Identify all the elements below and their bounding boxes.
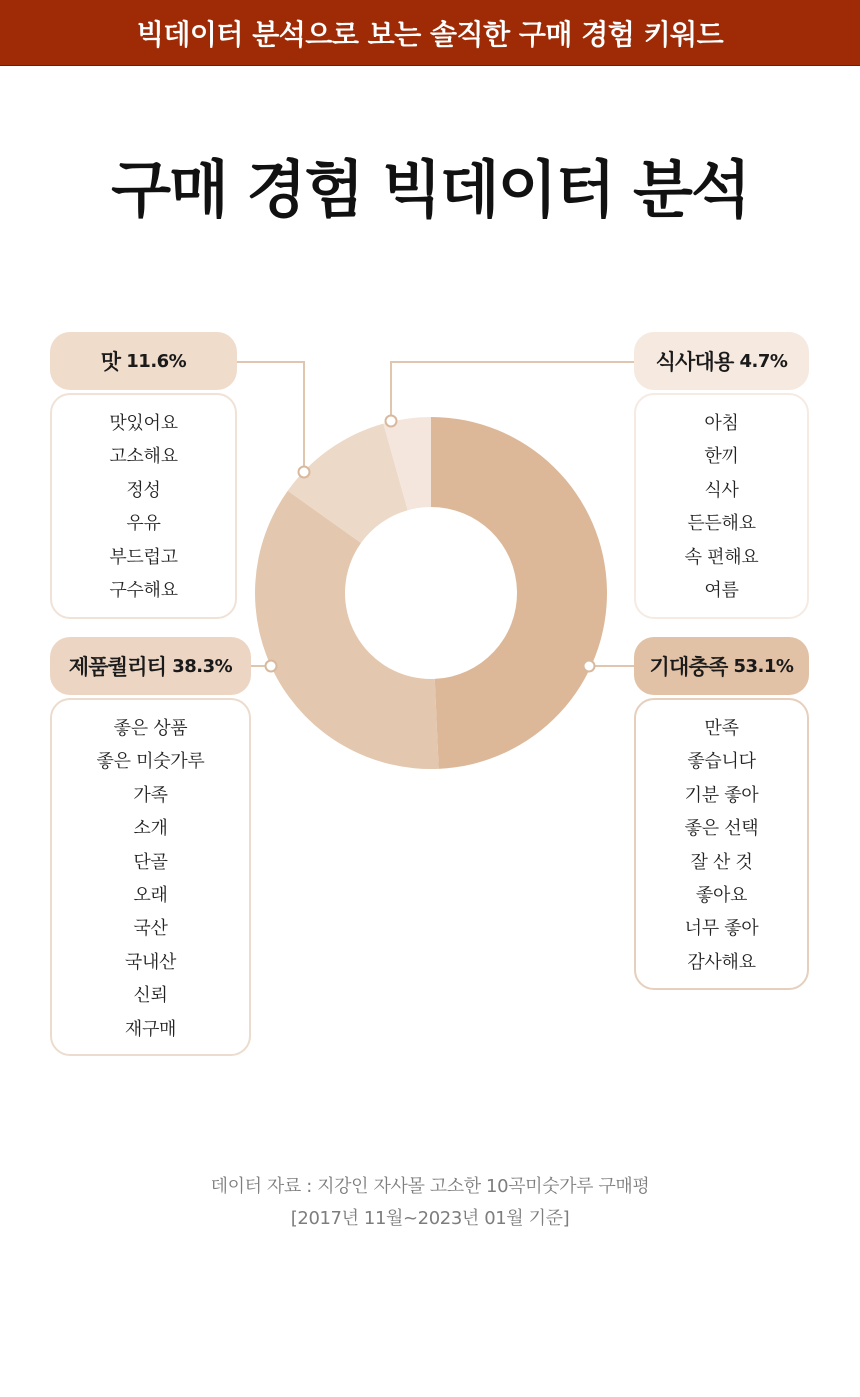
keyword-item: 좋은 선택 bbox=[684, 818, 759, 840]
keyword-item: 국산 bbox=[133, 918, 168, 940]
keyword-item: 소개 bbox=[133, 818, 168, 840]
keyword-item: 고소해요 bbox=[109, 446, 178, 468]
category-pct-quality: 38.3% bbox=[172, 655, 233, 677]
keyword-item: 속 편해요 bbox=[684, 546, 759, 568]
connector-expectation bbox=[584, 661, 635, 672]
keyword-item: 좋은 상품 bbox=[113, 718, 188, 739]
connector-meal-dot bbox=[386, 416, 397, 427]
keyword-item: 든든해요 bbox=[687, 513, 756, 535]
connector-taste-dot bbox=[299, 467, 310, 478]
slice-expectation bbox=[431, 417, 607, 769]
keyword-item: 국내산 bbox=[124, 951, 177, 973]
keyword-item: 단골 bbox=[133, 851, 168, 873]
keyword-box-meal bbox=[634, 393, 809, 619]
category-name-meal: 식사대용 bbox=[655, 350, 734, 374]
keyword-item: 맛있어요 bbox=[109, 413, 178, 434]
category-pill-quality bbox=[50, 637, 251, 695]
category-pill-expectation bbox=[634, 637, 809, 695]
keyword-item: 너무 좋아 bbox=[684, 918, 759, 940]
keyword-item: 구수해요 bbox=[109, 579, 178, 601]
connector-quality-dot bbox=[266, 661, 277, 672]
keyword-item: 잘 산 것 bbox=[690, 851, 753, 873]
keyword-item: 우유 bbox=[126, 513, 161, 535]
category-pill-taste bbox=[50, 332, 237, 390]
keyword-item: 감사해요 bbox=[687, 951, 756, 973]
keyword-item: 한끼 bbox=[704, 446, 739, 468]
keyword-item: 가족 bbox=[133, 784, 168, 806]
category-name-taste: 맛 bbox=[100, 350, 121, 374]
keyword-item: 좋습니다 bbox=[687, 751, 756, 773]
category-pct-expectation: 53.1% bbox=[733, 655, 794, 677]
keyword-item: 좋아요 bbox=[695, 884, 748, 906]
keyword-item: 신뢰 bbox=[133, 985, 168, 1007]
keyword-box-quality bbox=[50, 698, 251, 1056]
keyword-box-taste bbox=[50, 393, 237, 619]
category-name-expectation: 기대충족 bbox=[649, 655, 728, 679]
category-pct-taste: 11.6% bbox=[126, 350, 187, 372]
connector-expectation-dot bbox=[584, 661, 595, 672]
connector-quality bbox=[251, 661, 277, 672]
source-note: 데이터 자료 : 지강인 자사몰 고소한 10곡미숫가루 구매평 bbox=[210, 1176, 650, 1197]
keyword-item: 만족 bbox=[704, 718, 739, 739]
category-pill-meal bbox=[634, 332, 809, 390]
page-title: 구매 경험 빅데이터 분석 bbox=[111, 153, 749, 226]
connector-taste bbox=[237, 362, 310, 478]
keyword-item: 정성 bbox=[126, 479, 161, 501]
category-pct-meal: 4.7% bbox=[739, 350, 788, 372]
keyword-item: 식사 bbox=[704, 479, 739, 501]
keyword-item: 기분 좋아 bbox=[684, 784, 759, 806]
category-name-quality: 제품퀄리티 bbox=[68, 655, 167, 679]
banner-text: 빅데이터 분석으로 보는 솔직한 구매 경험 키워드 bbox=[136, 17, 724, 51]
source-period: [2017년 11월~2023년 01월 기준] bbox=[290, 1208, 570, 1229]
keyword-box-expectation bbox=[634, 698, 809, 990]
keyword-item: 부드럽고 bbox=[109, 546, 178, 568]
keyword-item: 재구매 bbox=[124, 1018, 177, 1040]
keyword-item: 좋은 미숫가루 bbox=[96, 751, 205, 773]
keyword-item: 아침 bbox=[704, 413, 739, 434]
keyword-item: 오래 bbox=[133, 884, 168, 906]
keyword-item: 여름 bbox=[704, 579, 739, 601]
connector-meal bbox=[386, 362, 635, 427]
